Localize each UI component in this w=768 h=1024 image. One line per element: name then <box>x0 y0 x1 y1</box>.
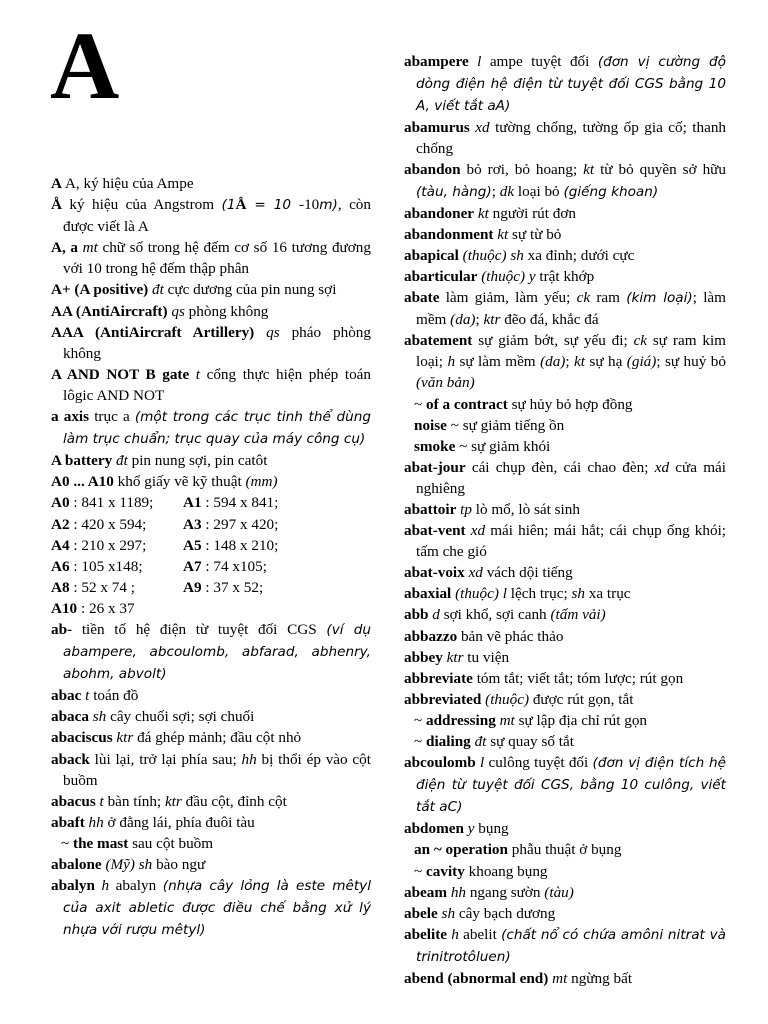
headword: of a contract <box>426 395 508 413</box>
gloss: = 10 <box>246 197 300 214</box>
abbreviation: dk <box>499 182 515 200</box>
headword: A0 ... A10 <box>51 473 114 491</box>
dictionary-entry <box>51 322 371 364</box>
definition-text: bị thổi ép vào cột buồm <box>63 750 371 789</box>
definition-text: ngừng bất <box>567 970 633 988</box>
definition-text: sự ram kim loại; <box>416 332 726 371</box>
gloss: (đơn vị điện tích hệ điện từ tuyệt đối CGS, bằng 10 culông, viết tắt aC) <box>416 755 726 816</box>
definition-text: : 148 x 210; <box>201 536 279 554</box>
dictionary-entry <box>51 364 371 406</box>
headword: abcoulomb <box>404 754 476 772</box>
headword: abend (abnormal end) <box>404 970 549 988</box>
headword: abattoir <box>404 500 457 518</box>
paper-size-cell <box>51 492 183 513</box>
headword: A0 <box>51 494 70 512</box>
definition-text: cây chuối sợi; sợi chuối <box>106 708 255 726</box>
abbreviation: xd <box>470 522 486 540</box>
definition-text: khoang bụng <box>464 862 548 880</box>
dictionary-subentry <box>51 833 371 854</box>
dictionary-subentry <box>404 415 726 436</box>
definition-text: ~ <box>414 862 427 880</box>
definition-text: trục a <box>89 408 135 426</box>
paper-size-cell <box>51 514 183 535</box>
paper-size-cell <box>183 535 363 556</box>
dictionary-entry <box>51 173 371 194</box>
dictionary-entry <box>51 685 371 706</box>
abbreviation: d <box>432 606 440 624</box>
right-column <box>404 51 726 989</box>
definition-text: trật khớp <box>535 267 595 285</box>
definition-text: ~ <box>414 711 427 729</box>
dictionary-entry <box>404 604 726 625</box>
definition-text: toán đồ <box>89 687 139 705</box>
paper-size-cell <box>51 577 183 598</box>
definition-text: vách dội tiếng <box>482 564 573 582</box>
abbreviation: kt <box>497 225 509 243</box>
dictionary-entry <box>404 626 726 647</box>
headword: abandoner <box>404 204 475 222</box>
dictionary-subentry <box>404 861 726 882</box>
headword: Å <box>235 196 247 214</box>
dictionary-entry <box>51 471 371 492</box>
headword: abdomen <box>404 820 464 838</box>
abbreviation: sh <box>510 246 524 264</box>
headword: abbazzo <box>404 627 458 645</box>
abbreviation: tp <box>460 500 472 518</box>
headword: A2 <box>51 515 70 533</box>
dictionary-subentry <box>404 839 726 860</box>
definition-text: , còn được viết là A <box>63 196 371 236</box>
abbreviation: (tàu) <box>544 883 574 901</box>
dictionary-entry <box>51 301 371 322</box>
headword: abatement <box>404 332 473 350</box>
gloss: (chất nổ có chứa amôni nitrat và trinitrotôluen) <box>416 926 727 965</box>
headword: abele <box>404 904 438 922</box>
abbreviation: sh <box>571 585 585 603</box>
gloss: (tàu, hàng) <box>416 183 492 200</box>
definition-text: ngang sườn <box>466 883 545 901</box>
headword: abac <box>51 687 82 705</box>
headword: A9 <box>183 578 202 596</box>
headword: A6 <box>51 557 70 575</box>
headword: AAA (AntiAircraft Artillery) <box>51 323 255 341</box>
headword: abat-vent <box>404 522 466 540</box>
dictionary-entry <box>404 924 726 968</box>
dictionary-entry <box>404 224 726 245</box>
definition-text: bào ngư <box>152 856 206 873</box>
headword: A3 <box>183 515 202 533</box>
definition-text: cửa mái nghiêng <box>416 458 726 497</box>
headword: smoke <box>414 437 456 455</box>
headword: a axis <box>51 408 90 426</box>
dictionary-entry <box>404 520 726 562</box>
definition-text: ký hiệu của Angstrom <box>69 196 222 214</box>
headword: abamurus <box>404 119 470 137</box>
abbreviation: đt <box>115 452 128 470</box>
paper-size-cell <box>183 577 363 598</box>
definition-text: ~ <box>61 834 74 852</box>
headword: A battery <box>51 452 116 470</box>
dictionary-entry <box>404 203 726 224</box>
abbreviation: kt <box>583 161 595 179</box>
dictionary-entry <box>404 818 726 839</box>
headword: abate <box>404 289 440 307</box>
abbreviation: (thuộc) <box>485 690 530 708</box>
paper-size-cell <box>51 556 183 577</box>
definition-text: culông tuyệt đối <box>484 754 593 772</box>
headword: A4 <box>51 536 70 554</box>
dictionary-subentry <box>404 394 726 415</box>
abbreviation: (tấm vải) <box>550 606 606 624</box>
definition-text: được rút gọn, tắt <box>529 690 634 708</box>
definition-text: : 297 x 420; <box>201 515 279 533</box>
definition-text: ; <box>565 353 575 371</box>
definition-text: : 37 x 52; <box>201 578 264 596</box>
definition-text: sự hạ <box>585 353 627 371</box>
definition-text: sự làm mềm <box>455 353 541 371</box>
definition-text: bàn tính; <box>103 792 165 810</box>
headword: abampere <box>404 53 469 70</box>
gloss: (nhựa cây lỏng là este mêtyl của axit abletic được điều chế bằng xử lý nhựa với rượu mêtyl) <box>63 878 372 939</box>
dictionary-entry <box>404 968 726 989</box>
gloss: m) <box>319 197 338 214</box>
left-column <box>51 173 371 941</box>
headword: cavity <box>426 862 465 880</box>
definition-text: đầu cột, đỉnh cột <box>181 792 287 810</box>
headword: A AND NOT B gate <box>51 365 190 383</box>
definition-text: bản vẽ phác thảo <box>457 627 564 645</box>
dictionary-entry <box>404 266 726 287</box>
definition-text <box>189 366 196 383</box>
abbreviation: h <box>101 877 110 895</box>
abbreviation: qs <box>171 302 185 320</box>
definition-text: loại bỏ <box>514 182 564 200</box>
headword: Å <box>51 196 70 214</box>
headword: abelite <box>404 925 448 943</box>
headword: abb <box>404 606 429 624</box>
headword: abat-voix <box>404 564 465 582</box>
abbreviation: l <box>502 585 507 603</box>
definition-text: lùi lại, trở lại phía sau; <box>89 750 242 768</box>
definition-text: làm giảm, làm yếu; <box>439 289 577 307</box>
headword: AA (AntiAircraft) <box>51 302 168 320</box>
abbreviation: sh <box>138 856 153 873</box>
dictionary-entry <box>404 903 726 924</box>
dictionary-entry <box>51 194 371 237</box>
abbreviation: mt <box>82 239 98 257</box>
definition-text: khổ giấy vẽ kỹ thuật <box>113 473 246 491</box>
abbreviation: l <box>477 53 482 70</box>
headword: abeam <box>404 883 448 901</box>
abbreviation: (văn bản) <box>416 374 475 392</box>
definition-text: chữ số trong hệ đếm cơ số 16 tương đương với 10 trong hệ đếm thập phân <box>63 239 371 278</box>
definition-text: ~ sự giảm tiếng ồn <box>446 416 565 434</box>
definition-text: : 74 x105; <box>201 557 267 575</box>
definition-text: sự giảm bớt, sự yếu đi; <box>472 332 634 350</box>
gloss: (đơn vị cường độ dòng điện hệ điện từ tuyệt đối CGS bằng 10 A, viết tắt aA) <box>416 54 726 115</box>
abbreviation: h <box>447 353 456 371</box>
abbreviation: (mm) <box>245 473 278 491</box>
headword: abbreviated <box>404 690 482 708</box>
headword: the mast <box>73 834 129 852</box>
definition-text: ampe tuyệt đối <box>481 53 598 70</box>
abbreviation: sh <box>92 708 107 726</box>
headword: an ~ operation <box>414 841 508 859</box>
dictionary-entry <box>404 562 726 583</box>
paper-size-cell <box>51 598 183 619</box>
dictionary-entry <box>51 279 371 300</box>
abbreviation: hh <box>241 750 257 768</box>
dictionary-entry <box>51 619 371 685</box>
definition-text: ; làm mềm <box>416 289 726 329</box>
definition-text: cái chụp đèn, cái chao đèn; <box>465 458 655 476</box>
headword: addressing <box>426 711 496 729</box>
headword: abarticular <box>404 267 478 285</box>
abbreviation: y <box>467 820 475 838</box>
abbreviation: hh <box>450 883 467 901</box>
dictionary-entry <box>51 749 371 791</box>
gloss: (giếng khoan) <box>563 183 659 200</box>
dictionary-entry <box>404 330 726 393</box>
dictionary-entry <box>404 583 726 604</box>
definition-text: cổng thực hiện phép toán lôgic AND NOT <box>63 365 371 404</box>
definition-text: ; sự huỷ bỏ <box>656 353 726 371</box>
abbreviation: (da) <box>450 311 476 329</box>
definition-text: ; <box>475 311 484 329</box>
headword: abacus <box>51 792 96 810</box>
definition-text: : 594 x 841; <box>201 494 279 512</box>
definition-text: A, ký hiệu của Ampe <box>64 175 194 192</box>
definition-text: lò mổ, lò sát sinh <box>471 500 580 518</box>
dictionary-entry <box>404 499 726 520</box>
definition-text: abalyn <box>109 877 163 895</box>
headword: A+ (A positive) <box>51 281 149 299</box>
headword: abalyn <box>51 877 95 895</box>
headword: dialing <box>426 733 471 750</box>
headword: A8 <box>51 578 70 596</box>
headword: abaciscus <box>51 729 113 747</box>
definition-text: sự quay số tắt <box>486 733 574 750</box>
definition-text: cực dương của pin nung sợi <box>163 281 337 299</box>
definition-text: đá ghép mảnh; đầu cột nhỏ <box>133 729 302 747</box>
definition-text <box>469 53 477 70</box>
headword: abandonment <box>404 225 494 243</box>
definition-text: abelit <box>458 925 502 943</box>
headword: A <box>51 175 65 192</box>
definition-text: : 841 x 1189; <box>69 494 154 512</box>
definition-text: : 420 x 594; <box>69 515 147 533</box>
headword: abaxial <box>404 585 452 603</box>
definition-text: : 105 x148; <box>69 557 143 575</box>
dictionary-entry <box>404 117 726 159</box>
abbreviation: qs <box>266 323 280 341</box>
abbreviation: xd <box>468 564 483 582</box>
abbreviation: mt <box>552 970 568 988</box>
definition-text: : 26 x 37 <box>77 599 135 617</box>
headword: abbey <box>404 648 443 666</box>
dictionary-entry <box>404 51 726 117</box>
definition-text: ~ <box>414 395 427 413</box>
section-letter: A <box>50 12 120 119</box>
abbreviation: hh <box>88 813 104 831</box>
definition-text: từ bỏ quyền sở hữu <box>594 161 726 179</box>
definition-text: phẫu thuật ở bụng <box>507 841 622 859</box>
abbreviation: đt <box>152 281 164 299</box>
abbreviation: kt <box>574 353 585 371</box>
definition-text: sự hủy bỏ hợp đồng <box>507 395 633 413</box>
abbreviation: (thuộc) <box>462 246 507 264</box>
paper-size-table <box>51 492 371 619</box>
definition-text: đẽo đá, khắc đá <box>500 311 599 329</box>
headword: aback <box>51 750 90 768</box>
definition-text: tóm tắt; viết tắt; tóm lược; rút gọn <box>472 669 684 687</box>
definition-text: bỏ rơi, bỏ hoang; <box>460 161 584 179</box>
dictionary-entry <box>51 791 371 812</box>
definition-text: pin nung sợi, pin catôt <box>127 452 268 470</box>
definition-text <box>95 877 102 894</box>
dictionary-entry <box>51 406 371 450</box>
definition-text: sự từ bỏ <box>508 225 562 243</box>
paper-size-cell <box>183 492 363 513</box>
headword: abaca <box>51 708 89 726</box>
dictionary-entry <box>404 882 726 903</box>
gloss: (1 <box>221 197 236 214</box>
abbreviation: t <box>85 687 90 705</box>
definition-text: lệch trục; <box>506 585 572 603</box>
abbreviation: t <box>99 792 104 810</box>
dictionary-entry <box>404 457 726 499</box>
dictionary-entry <box>51 450 371 471</box>
definition-text: mái hiên; mái hắt; cái chụp ống khói; tấm che gió <box>416 522 727 561</box>
definition-text: người rút đơn <box>488 204 576 222</box>
dictionary-entry <box>51 727 371 748</box>
paper-size-cell <box>183 514 363 535</box>
definition-text: ram <box>590 289 627 307</box>
abbreviation: h <box>451 925 459 943</box>
abbreviation: y <box>528 267 536 285</box>
abbreviation: (giá) <box>626 353 657 371</box>
abbreviation: l <box>480 754 485 772</box>
dictionary-subentry <box>404 436 726 457</box>
headword: ab- <box>51 620 73 638</box>
abbreviation: (da) <box>540 353 566 371</box>
definition-text: tiền tố hệ điện từ tuyệt đối CGS <box>72 620 327 638</box>
abbreviation: kt <box>477 204 489 222</box>
dictionary-entry <box>404 647 726 668</box>
paper-size-cell <box>51 535 183 556</box>
definition-text: tường chống, tường ốp gia cố; thanh chống <box>416 119 727 158</box>
headword: abapical <box>404 246 459 264</box>
definition-text: ~ <box>414 733 427 750</box>
abbreviation: xd <box>654 458 670 476</box>
definition-text: tu viện <box>463 648 510 666</box>
headword: abandon <box>404 161 461 179</box>
definition-text <box>254 324 266 341</box>
dictionary-entry <box>404 752 726 818</box>
gloss: (ví dụ abampere, abcoulomb, abfarad, abhenry, abohm, abvolt) <box>63 621 371 683</box>
dictionary-entry <box>404 287 726 330</box>
definition-text: pháo phòng không <box>63 323 371 362</box>
abbreviation: ktr <box>446 648 464 666</box>
headword: A, a <box>51 239 78 257</box>
abbreviation: đt <box>474 733 487 750</box>
dictionary-entry <box>404 245 726 266</box>
abbreviation: t <box>195 365 201 383</box>
abbreviation: ck <box>576 289 591 307</box>
definition-text: xa trục <box>585 585 631 603</box>
definition-text: bụng <box>474 820 509 838</box>
dictionary-entry <box>404 668 726 689</box>
abbreviation: sh <box>441 904 456 922</box>
headword: abaft <box>51 813 85 831</box>
gloss: (một trong các trục tinh thể dùng làm trục chuẩn; trục quay của máy công cụ) <box>63 409 371 448</box>
dictionary-entry <box>404 159 726 202</box>
dictionary-entry <box>51 854 371 875</box>
paper-size-cell <box>183 556 363 577</box>
headword: abalone <box>51 856 102 873</box>
headword: A5 <box>183 536 202 554</box>
definition-text: phòng không <box>184 302 269 320</box>
dictionary-entry <box>51 706 371 727</box>
headword: A10 <box>51 599 78 617</box>
definition-text: sau cột buồm <box>128 834 214 852</box>
definition-text: cây bạch dương <box>455 904 556 922</box>
definition-text: -10 <box>299 196 320 214</box>
definition-text: xa đỉnh; dưới cực <box>523 246 635 264</box>
dictionary-entry <box>51 237 371 279</box>
headword: A1 <box>183 494 202 512</box>
headword: abat-jour <box>404 458 466 476</box>
dictionary-entry <box>51 812 371 833</box>
abbreviation: mt <box>499 711 515 729</box>
definition-text: sợi khổ, sợi canh <box>439 606 551 624</box>
definition-text: : 210 x 297; <box>69 536 147 554</box>
headword: abbreviate <box>404 669 473 687</box>
definition-text: ~ sự giảm khói <box>455 437 551 455</box>
gloss: (kim loại) <box>626 290 693 307</box>
abbreviation: (thuộc) <box>481 267 526 285</box>
dictionary-subentry <box>404 710 726 731</box>
headword: noise <box>414 416 447 434</box>
abbreviation: (Mỹ) <box>105 856 135 873</box>
abbreviation: xd <box>475 119 490 137</box>
definition-text: ; <box>491 182 500 200</box>
abbreviation: (thuộc) <box>455 585 499 603</box>
definition-text: sự lập địa chỉ rút gọn <box>514 711 648 729</box>
abbreviation: ktr <box>116 729 134 747</box>
dictionary-entry <box>51 875 371 941</box>
abbreviation: ktr <box>164 792 182 810</box>
definition-text: ở đằng lái, phía đuôi tàu <box>103 813 255 831</box>
headword: A7 <box>183 557 202 575</box>
dictionary-entry <box>404 689 726 710</box>
dictionary-subentry <box>404 731 726 752</box>
definition-text: : 52 x 74 ; <box>69 578 135 596</box>
abbreviation: ck <box>633 332 648 350</box>
abbreviation: ktr <box>483 311 501 329</box>
